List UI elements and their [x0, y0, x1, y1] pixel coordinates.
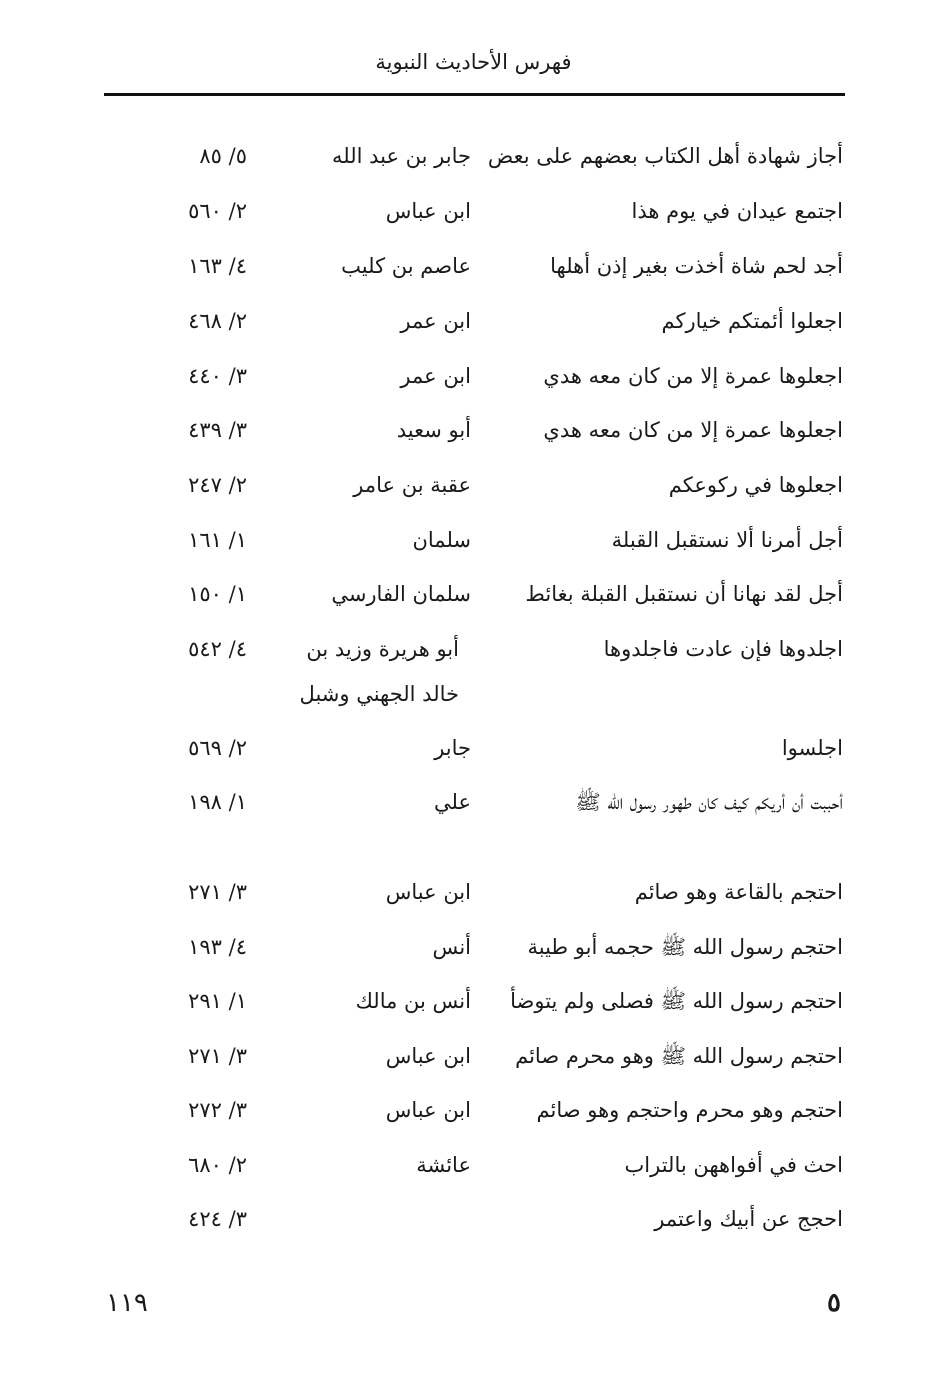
narrator-name: أنس بن مالك [355, 989, 471, 1013]
hadith-text: اجعلوها عمرة إلا من كان معه هدي [543, 418, 843, 442]
narrator-name: ابن عمر [400, 364, 471, 388]
volume-page-ref: ٢/ ٢٤٧ [188, 473, 247, 497]
narrator-name: ابن عباس [385, 1044, 471, 1068]
narrator-name: سلمان [412, 528, 471, 552]
volume-page-ref: ٢/ ٥٦٩ [188, 736, 247, 760]
narrator-name: ابن عمر [400, 309, 471, 333]
header-divider [104, 93, 845, 96]
volume-page-ref: ٣/ ٤٤٠ [188, 364, 247, 388]
narrator-name: عائشة [416, 1153, 471, 1177]
hadith-text: اجعلوها في ركوعكم [668, 473, 843, 497]
volume-page-ref: ٣/ ٤٣٩ [188, 418, 247, 442]
volume-page-ref: ٣/ ٤٢٤ [188, 1207, 247, 1231]
hadith-text: اجلدوها فإن عادت فاجلدوها [603, 637, 843, 661]
narrator-name: عاصم بن كليب [341, 254, 471, 278]
volume-page-ref: ٢/ ٦٨٠ [188, 1153, 247, 1177]
volume-page-ref: ٤/ ١٩٣ [188, 935, 247, 959]
narrator-name: عقبة بن عامر [353, 473, 471, 497]
narrator-name: ابن عباس [385, 199, 471, 223]
volume-page-ref: ١/ ١٦١ [188, 528, 247, 552]
narrator-name: جابر بن عبد الله [331, 144, 471, 168]
volume-page-ref: ٣/ ٢٧٢ [188, 1098, 247, 1122]
narrator-name: علي [434, 790, 471, 814]
hadith-text: اجعلوا أئمتكم خياركم [661, 309, 843, 333]
volume-page-ref: ١/ ٢٩١ [188, 989, 247, 1013]
volume-page-ref: ٤/ ٥٤٢ [188, 637, 247, 661]
hadith-text: أجل أمرنا ألا نستقبل القبلة [611, 528, 843, 552]
volume-page-ref: ٥/ ٨٥ [199, 144, 247, 168]
narrator-name: أبو سعيد [396, 418, 471, 442]
hadith-text: اجعلوها عمرة إلا من كان معه هدي [543, 364, 843, 388]
hadith-text: احتجم رسول الله ﷺ فصلى ولم يتوضأ [510, 989, 843, 1013]
narrator-name: ابن عباس [385, 880, 471, 904]
volume-page-ref: ١/ ١٥٠ [188, 582, 247, 606]
volume-number: ٥ [827, 1288, 841, 1318]
hadith-text: احتجم رسول الله ﷺ وهو محرم صائم [515, 1044, 843, 1068]
hadith-text: احجج عن أبيك واعتمر [654, 1207, 843, 1231]
hadith-text: احتجم بالقاعة وهو صائم [634, 880, 843, 904]
hadith-text: اجتمع عيدان في يوم هذا [631, 199, 843, 223]
narrator-name: أبو هريرة وزيد بن خالد الجهني وشبل [299, 637, 459, 706]
hadith-text: أجل لقد نهانا أن نستقبل القبلة بغائط [525, 582, 843, 606]
hadith-text: اجلسوا [781, 736, 843, 760]
hadith-text: أجد لحم شاة أخذت بغير إذن أهلها [550, 254, 843, 278]
volume-page-ref: ١/ ١٩٨ [188, 790, 247, 814]
volume-page-ref: ٣/ ٢٧١ [188, 1044, 247, 1068]
narrator-name: أنس [432, 935, 471, 959]
narrator-name: جابر [434, 736, 471, 760]
hadith-text: احتجم رسول الله ﷺ حجمه أبو طيبة [527, 935, 843, 959]
volume-page-ref: ٢/ ٥٦٠ [188, 199, 247, 223]
volume-page-ref: ٤/ ١٦٣ [188, 254, 247, 278]
narrator-name: ابن عباس [385, 1098, 471, 1122]
hadith-text: أحببت أن أريكم كيف كان طهور رسول الله ﷺ [575, 790, 843, 814]
hadith-text: احث في أفواههن بالتراب [624, 1153, 843, 1177]
page-number: ١١٩ [106, 1288, 148, 1318]
volume-page-ref: ٣/ ٢٧١ [188, 880, 247, 904]
narrator-name: سلمان الفارسي [331, 582, 471, 606]
page-header-title: فهرس الأحاديث النبوية [375, 50, 572, 74]
hadith-text: احتجم وهو محرم واحتجم وهو صائم [536, 1098, 843, 1122]
hadith-text: أجاز شهادة أهل الكتاب بعضهم على بعض [487, 144, 843, 168]
volume-page-ref: ٢/ ٤٦٨ [188, 309, 247, 333]
